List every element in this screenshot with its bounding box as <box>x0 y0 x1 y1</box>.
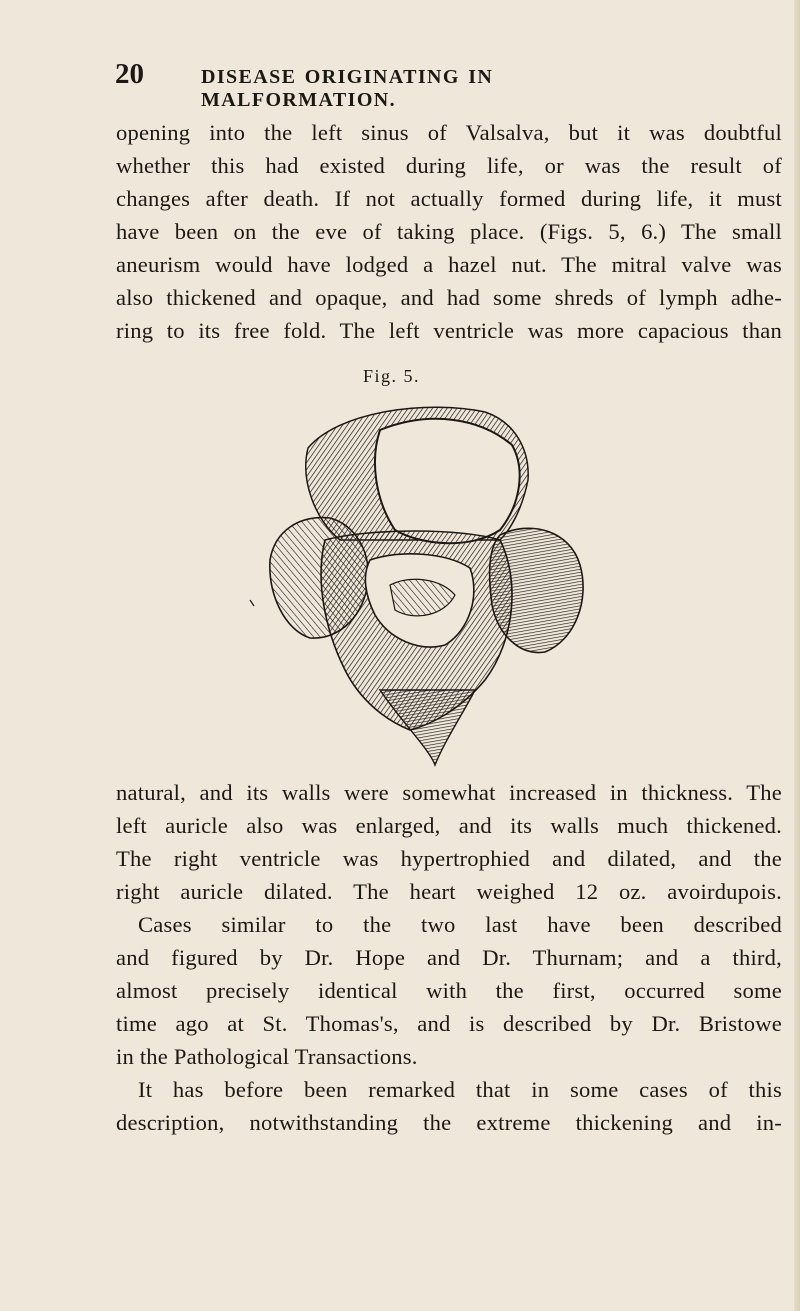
running-title: DISEASE ORIGINATING IN MALFORMATION. <box>201 66 494 111</box>
text-line: also thickened and opaque, and had some shreds of lymph adhe- <box>116 285 782 310</box>
text-line: natural, and its walls were somewhat increased in thickness. The <box>116 780 782 805</box>
page-header <box>115 58 695 111</box>
text-line: almost precisely identical with the first, occurred some <box>116 978 782 1003</box>
text-line: ring to its free fold. The left ventricle was more capacious than <box>116 318 782 343</box>
text-line: have been on the eve of taking place. (Figs. 5, 6.) The small <box>116 219 782 244</box>
page-edge <box>794 0 800 1311</box>
text-line: It has before been remarked that in some cases of this <box>138 1077 782 1102</box>
text-line: whether this had existed during life, or was the result of <box>116 153 782 178</box>
text-line: opening into the left sinus of Valsalva, but it was doubtful <box>116 120 782 145</box>
figure-caption: Fig. 5. <box>363 366 421 386</box>
text-line: Cases similar to the two last have been described <box>138 912 782 937</box>
text-line: and figured by Dr. Hope and Dr. Thurnam; and a third, <box>116 945 782 970</box>
text-line: left auricle also was enlarged, and its walls much thickened. <box>116 813 782 838</box>
text-line: aneurism would have lodged a hazel nut. The mitral valve was <box>116 252 782 277</box>
paragraph-top <box>116 116 782 347</box>
text-line: in the Pathological Transactions. <box>116 1044 418 1069</box>
heart-engraving-icon <box>230 390 610 770</box>
text-line: The right ventricle was hypertrophied and dilated, and the <box>116 846 782 871</box>
text-line: time ago at St. Thomas's, and is described by Dr. Bristowe <box>116 1011 782 1036</box>
paragraph-bottom <box>116 776 782 1139</box>
text-line: description, notwithstanding the extreme thickening and in- <box>116 1110 782 1135</box>
text-line: right auricle dilated. The heart weighed 12 oz. avoirdupois. <box>116 879 782 904</box>
page-number: 20 <box>115 58 144 90</box>
text-line: changes after death. If not actually formed during life, it must <box>116 186 782 211</box>
